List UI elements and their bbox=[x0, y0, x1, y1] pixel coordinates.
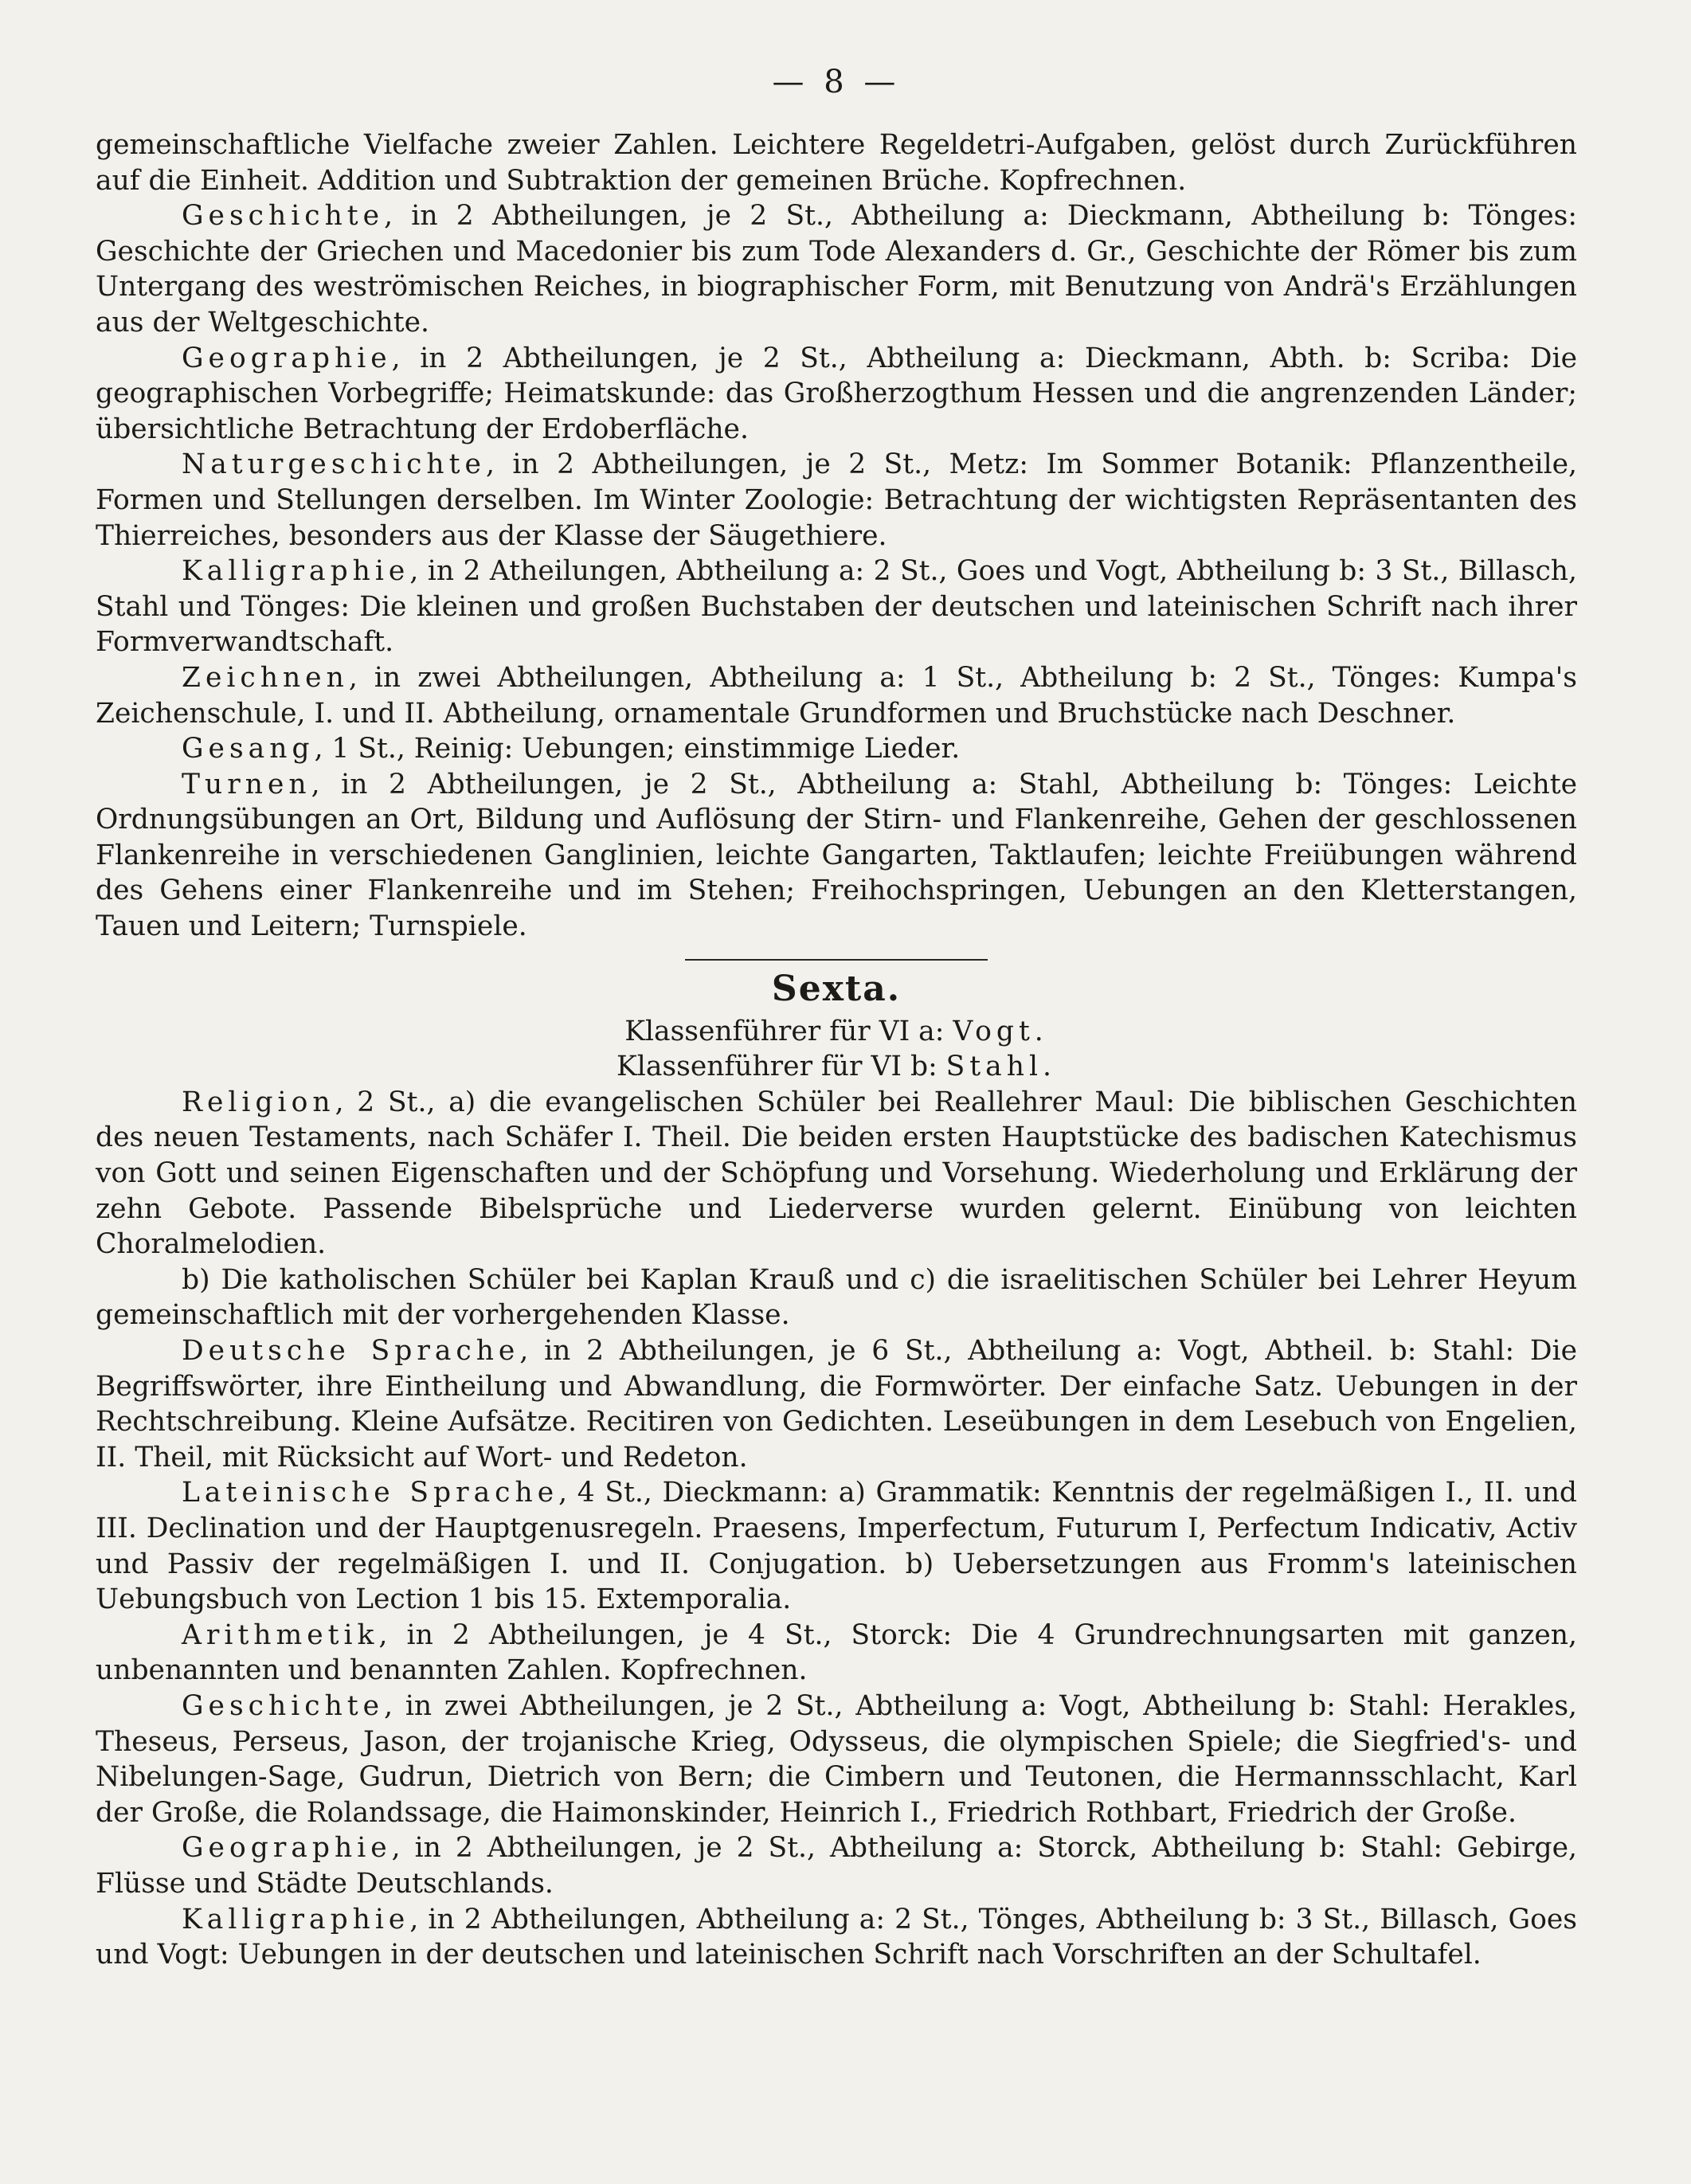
subject-description: , in 2 Abtheilungen, Abtheilung a: 2 St., Tönges, Abtheilung b: 3 St., Billasch, Goes und Vogt: Uebungen in der deutschen und lateinischen Schrift nach Vorschriften an der Schultafel. bbox=[96, 1903, 1577, 1971]
subject-name: Kalligraphie bbox=[182, 555, 410, 588]
subject-description: , in 2 Abtheilungen, je 6 St., Abtheilung a: Vogt, Abtheil. b: Stahl: Die Begriffswörter, ihre Eintheilung und Abwandlung, die Formwörter. Der einfache Satz. Uebungen in der Rechtschreibung. Kleine Aufsätze. Recitiren von Gedichten. Leseübungen in dem Lesebuch von Engelien, II. Theil, mit Rücksicht auf Wort- und Redeton. bbox=[96, 1335, 1577, 1474]
subject-paragraph bbox=[96, 660, 1577, 731]
subject-name: Zeichnen bbox=[182, 661, 349, 694]
subject-name: Geographie bbox=[182, 342, 392, 374]
subject-paragraph bbox=[96, 1262, 1577, 1333]
class-leader-label: Klassenführer für VI a: bbox=[624, 1015, 953, 1047]
continuation-paragraph: gemeinschaftliche Vielfache zweier Zahlen. Leichtere Regeldetri-Aufgaben, gelöst durch Zurückführen auf die Einheit. Addition und Subtraktion der gemeinen Brüche. Kopfrechnen. bbox=[96, 129, 1577, 197]
subject-name: Kalligraphie bbox=[182, 1903, 410, 1935]
subject-paragraph bbox=[96, 1618, 1577, 1689]
subject-name: Religion bbox=[182, 1086, 335, 1118]
subject-description: , 1 St., Reinig: Uebungen; einstimmige Lieder. bbox=[314, 733, 961, 765]
class-leader-label: Klassenführer für VI b: bbox=[617, 1051, 946, 1083]
section-divider bbox=[685, 959, 988, 961]
quinta-subject-list bbox=[96, 198, 1577, 944]
page-number: — 8 — bbox=[772, 64, 901, 100]
subject-description: , 2 St., a) die evangelischen Schüler bei Reallehrer Maul: Die biblischen Geschichten des neuen Testaments, nach Schäfer I. Theil. Die beiden ersten Hauptstücke des badischen Katechismus von Gott und seinen Eigenschaften und der Schöpfung und Vorsehung. Wiederholung und Erklärung der zehn Gebote. Passende Bibelsprüche und Liederverse wurden gelernt. Einübung von leichten Choralmelodien. bbox=[96, 1086, 1577, 1261]
subject-description: , in 2 Abtheilungen, je 4 St., Storck: Die 4 Grundrechnungsarten mit ganzen, unbenannten und benannten Zahlen. Kopfrechnen. bbox=[96, 1618, 1577, 1687]
subject-paragraph bbox=[96, 1085, 1577, 1262]
sexta-subject-list bbox=[96, 1085, 1577, 1973]
subject-paragraph bbox=[96, 1333, 1577, 1475]
document-page bbox=[96, 64, 1577, 2151]
subject-paragraph bbox=[96, 731, 1577, 767]
class-leader-list bbox=[96, 1014, 1577, 1085]
subject-description: , in 2 Abtheilungen, je 2 St., Abtheilung a: Storck, Abtheilung b: Stahl: Gebirge, Flüsse und Städte Deutschlands. bbox=[96, 1832, 1577, 1900]
subject-description: , in 2 Abtheilungen, je 2 St., Abtheilung a: Dieckmann, Abth. b: Scriba: Die geographischen Vorbegriffe; Heimatskunde: das Großherzogthum Hessen und die angrenzenden Länder; übersichtliche Betrachtung der Erdoberfläche. bbox=[96, 342, 1577, 445]
subject-paragraph bbox=[96, 198, 1577, 340]
subject-name: Gesang bbox=[182, 733, 315, 765]
class-leader-line bbox=[96, 1014, 1577, 1050]
subject-name: Naturgeschichte bbox=[182, 448, 486, 481]
section-heading-sexta: Sexta. bbox=[771, 968, 902, 1009]
subject-description: , in 2 Abtheilungen, je 2 St., Metz: Im Sommer Botanik: Pflanzentheile, Formen und Stellungen derselben. Im Winter Zoologie: Betrachtung der wichtigsten Repräsentanten des Thierreiches, besonders aus der Klasse der Säugethiere. bbox=[96, 448, 1577, 552]
subject-paragraph bbox=[96, 1830, 1577, 1901]
subject-description: , in 2 Abtheilungen, je 2 St., Abtheilung a: Dieckmann, Abtheilung b: Tönges: Geschichte der Griechen und Macedonier bis zum Tode Alexanders d. Gr., Geschichte der Römer bis zum Untergang des weströmischen Reiches, in biographischer Form, mit Benutzung von Andrä's Erzählungen aus der Weltgeschichte. bbox=[96, 200, 1577, 339]
subject-name: Turnen bbox=[182, 768, 311, 800]
subject-paragraph bbox=[96, 767, 1577, 945]
class-leader-name: Stahl. bbox=[945, 1051, 1056, 1083]
subject-description: , in zwei Abtheilungen, je 2 St., Abtheilung a: Vogt, Abtheilung b: Stahl: Herakles, Theseus, Perseus, Jason, der trojanische Krieg, Odysseus, die olympischen Spiele; die Siegfried's- und Nibelungen-Sage, Gudrun, Dietrich von Bern; die Cimbern und Teutonen, die Hermannsschlacht, Karl der Große, die Rolandssage, die Haimonskinder, Heinrich I., Friedrich Rothbart, Friedrich der Große. bbox=[96, 1689, 1577, 1829]
subject-name: Deutsche Sprache bbox=[182, 1335, 520, 1367]
subject-description: b) Die katholischen Schüler bei Kaplan Krauß und c) die israelitischen Schüler bei Lehrer Heyum gemeinschaftlich mit der vorhergehenden Klasse. bbox=[96, 1263, 1577, 1332]
subject-paragraph bbox=[96, 447, 1577, 554]
subject-description: , in zwei Abtheilungen, Abtheilung a: 1 St., Abtheilung b: 2 St., Tönges: Kumpa's Zeichenschule, I. und II. Abtheilung, ornamentale Grundformen und Bruchstücke nach Deschner. bbox=[96, 661, 1577, 730]
subject-name: Lateinische Sprache bbox=[182, 1477, 559, 1509]
class-leader-line bbox=[96, 1049, 1577, 1085]
subject-name: Arithmetik bbox=[182, 1618, 379, 1651]
subject-paragraph bbox=[96, 554, 1577, 660]
subject-description: , in 2 Abtheilungen, je 2 St., Abtheilung a: Stahl, Abtheilung b: Tönges: Leichte Ordnungsübungen an Ort, Bildung und Auflösung der Stirn- und Flankenreihe, Gehen der geschlossenen Flankenreihe in verschiedenen Ganglinien, leichte Gangarten, Taktlaufen; leichte Freiübungen während des Gehens einer Flankenreihe und im Stehen; Freihochspringen, Uebungen an den Kletterstangen, Tauen und Leitern; Turnspiele. bbox=[96, 768, 1577, 943]
subject-description: , 4 St., Dieckmann: a) Grammatik: Kenntnis der regelmäßigen I., II. und III. Declination und der Hauptgenusregeln. Praesens, Imperfectum, Futurum I, Perfectum Indicativ, Activ und Passiv der regelmäßigen I. und II. Conjugation. b) Uebersetzungen aus Fromm's lateinischen Uebungsbuch von Lection 1 bis 15. Extemporalia. bbox=[96, 1477, 1577, 1616]
subject-paragraph bbox=[96, 1475, 1577, 1617]
subject-paragraph bbox=[96, 1902, 1577, 1973]
class-leader-name: Vogt. bbox=[953, 1015, 1048, 1047]
subject-paragraph bbox=[96, 1689, 1577, 1830]
subject-name: Geographie bbox=[182, 1832, 392, 1865]
subject-paragraph bbox=[96, 341, 1577, 448]
subject-name: Geschichte bbox=[182, 200, 385, 233]
subject-description: , in 2 Atheilungen, Abtheilung a: 2 St., Goes und Vogt, Abtheilung b: 3 St., Billasch, Stahl und Tönges: Die kleinen und großen Buchstaben der deutschen und lateinischen Schrift nach ihrer Formverwandtschaft. bbox=[96, 555, 1577, 659]
subject-name: Geschichte bbox=[182, 1689, 385, 1722]
